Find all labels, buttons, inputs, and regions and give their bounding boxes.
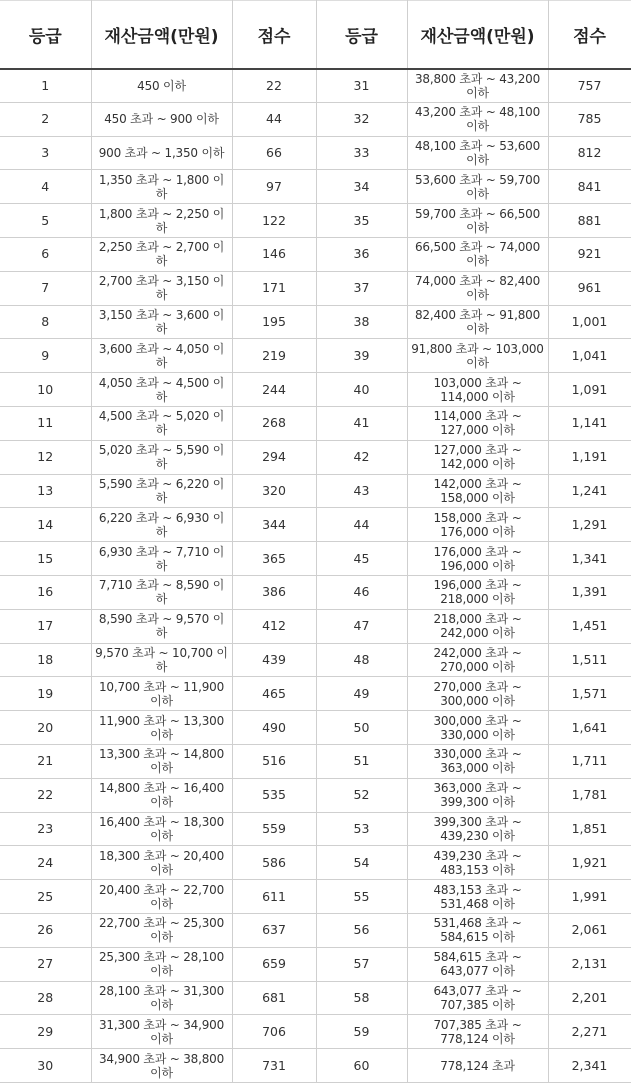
amount-cell: 74,000 초과 ~ 82,400 이하 [407,271,548,305]
score-cell: 2,271 [548,1015,631,1049]
score-cell: 97 [232,170,316,204]
table-row [0,508,631,542]
table-row [0,677,631,711]
grade-cell: 12 [0,440,91,474]
grade-cell: 58 [316,981,407,1015]
score-cell: 1,641 [548,711,631,745]
amount-cell: 9,570 초과 ~ 10,700 이하 [91,643,232,677]
grade-cell: 1 [0,69,91,103]
grade-cell: 21 [0,744,91,778]
grade-cell: 37 [316,271,407,305]
score-cell: 921 [548,237,631,271]
grade-cell: 5 [0,204,91,238]
amount-cell: 34,900 초과 ~ 38,800 이하 [91,1049,232,1083]
amount-cell: 4,500 초과 ~ 5,020 이하 [91,406,232,440]
score-cell: 195 [232,305,316,339]
amount-cell: 363,000 초과 ~ 399,300 이하 [407,778,548,812]
table-row [0,880,631,914]
amount-cell: 127,000 초과 ~ 142,000 이하 [407,440,548,474]
amount-cell: 5,590 초과 ~ 6,220 이하 [91,474,232,508]
score-cell: 881 [548,204,631,238]
score-cell: 1,451 [548,609,631,643]
table-row [0,136,631,170]
score-cell: 1,041 [548,339,631,373]
amount-cell: 48,100 초과 ~ 53,600 이하 [407,136,548,170]
score-cell: 841 [548,170,631,204]
amount-cell: 4,050 초과 ~ 4,500 이하 [91,373,232,407]
score-cell: 1,141 [548,406,631,440]
score-cell: 586 [232,846,316,880]
score-cell: 961 [548,271,631,305]
header-grade-left: 등급 [0,1,91,69]
score-cell: 535 [232,778,316,812]
table-row [0,812,631,846]
grade-cell: 48 [316,643,407,677]
amount-cell: 643,077 초과 ~ 707,385 이하 [407,981,548,1015]
grade-cell: 57 [316,947,407,981]
score-cell: 1,711 [548,744,631,778]
grade-cell: 16 [0,575,91,609]
grade-cell: 45 [316,542,407,576]
amount-cell: 270,000 초과 ~ 300,000 이하 [407,677,548,711]
amount-cell: 18,300 초과 ~ 20,400 이하 [91,846,232,880]
score-cell: 2,341 [548,1049,631,1083]
score-cell: 1,921 [548,846,631,880]
score-cell: 659 [232,947,316,981]
grade-cell: 30 [0,1049,91,1083]
table-row [0,981,631,1015]
score-cell: 1,241 [548,474,631,508]
amount-cell: 91,800 초과 ~ 103,000 이하 [407,339,548,373]
amount-cell: 53,600 초과 ~ 59,700 이하 [407,170,548,204]
grade-cell: 2 [0,102,91,136]
grade-cell: 10 [0,373,91,407]
grade-cell: 43 [316,474,407,508]
score-cell: 731 [232,1049,316,1083]
amount-cell: 38,800 초과 ~ 43,200 이하 [407,69,548,103]
score-cell: 559 [232,812,316,846]
grade-cell: 36 [316,237,407,271]
amount-cell: 900 초과 ~ 1,350 이하 [91,136,232,170]
grade-cell: 44 [316,508,407,542]
amount-cell: 11,900 초과 ~ 13,300 이하 [91,711,232,745]
grade-cell: 51 [316,744,407,778]
table-row [0,643,631,677]
score-cell: 490 [232,711,316,745]
amount-cell: 330,000 초과 ~ 363,000 이하 [407,744,548,778]
amount-cell: 707,385 초과 ~ 778,124 이하 [407,1015,548,1049]
grade-cell: 15 [0,542,91,576]
table-row [0,373,631,407]
grade-cell: 53 [316,812,407,846]
table-row [0,846,631,880]
grade-cell: 3 [0,136,91,170]
score-cell: 812 [548,136,631,170]
amount-cell: 531,468 초과 ~ 584,615 이하 [407,913,548,947]
amount-cell: 399,300 초과 ~ 439,230 이하 [407,812,548,846]
grade-cell: 42 [316,440,407,474]
grade-cell: 60 [316,1049,407,1083]
grade-cell: 59 [316,1015,407,1049]
grade-cell: 17 [0,609,91,643]
score-cell: 1,991 [548,880,631,914]
grade-cell: 8 [0,305,91,339]
grade-cell: 33 [316,136,407,170]
score-cell: 22 [232,69,316,103]
score-cell: 1,781 [548,778,631,812]
score-cell: 465 [232,677,316,711]
grade-cell: 7 [0,271,91,305]
grade-cell: 39 [316,339,407,373]
table-row [0,406,631,440]
score-cell: 757 [548,69,631,103]
amount-cell: 28,100 초과 ~ 31,300 이하 [91,981,232,1015]
grade-cell: 31 [316,69,407,103]
score-cell: 66 [232,136,316,170]
score-cell: 386 [232,575,316,609]
table-row [0,305,631,339]
score-cell: 637 [232,913,316,947]
grade-cell: 22 [0,778,91,812]
amount-cell: 584,615 초과 ~ 643,077 이하 [407,947,548,981]
grade-cell: 6 [0,237,91,271]
score-cell: 122 [232,204,316,238]
grade-cell: 38 [316,305,407,339]
header-amount-left: 재산금액(만원) [91,1,232,69]
grade-cell: 41 [316,406,407,440]
table-row [0,711,631,745]
amount-cell: 1,800 초과 ~ 2,250 이하 [91,204,232,238]
grade-cell: 32 [316,102,407,136]
grade-cell: 14 [0,508,91,542]
amount-cell: 439,230 초과 ~ 483,153 이하 [407,846,548,880]
score-cell: 1,191 [548,440,631,474]
table-row [0,102,631,136]
score-cell: 171 [232,271,316,305]
table-row [0,947,631,981]
amount-cell: 2,700 초과 ~ 3,150 이하 [91,271,232,305]
score-cell: 146 [232,237,316,271]
table-row [0,271,631,305]
score-cell: 320 [232,474,316,508]
grade-cell: 27 [0,947,91,981]
table-row [0,575,631,609]
score-cell: 1,001 [548,305,631,339]
table-body [0,69,631,1083]
grade-cell: 26 [0,913,91,947]
amount-cell: 43,200 초과 ~ 48,100 이하 [407,102,548,136]
header-row [0,1,631,69]
score-cell: 2,061 [548,913,631,947]
grade-cell: 28 [0,981,91,1015]
amount-cell: 450 초과 ~ 900 이하 [91,102,232,136]
table-row [0,1015,631,1049]
score-cell: 2,201 [548,981,631,1015]
score-cell: 412 [232,609,316,643]
grade-cell: 23 [0,812,91,846]
grade-cell: 46 [316,575,407,609]
amount-cell: 114,000 초과 ~ 127,000 이하 [407,406,548,440]
table-row [0,237,631,271]
grade-cell: 54 [316,846,407,880]
grade-cell: 56 [316,913,407,947]
score-cell: 244 [232,373,316,407]
header-amount-right: 재산금액(만원) [407,1,548,69]
table-row [0,204,631,238]
table-header [0,1,631,69]
score-cell: 344 [232,508,316,542]
grade-cell: 13 [0,474,91,508]
amount-cell: 778,124 초과 [407,1049,548,1083]
score-cell: 44 [232,102,316,136]
amount-cell: 16,400 초과 ~ 18,300 이하 [91,812,232,846]
amount-cell: 59,700 초과 ~ 66,500 이하 [407,204,548,238]
table-row [0,913,631,947]
table-row [0,339,631,373]
score-cell: 611 [232,880,316,914]
grade-cell: 55 [316,880,407,914]
score-cell: 1,391 [548,575,631,609]
grade-cell: 49 [316,677,407,711]
score-cell: 1,341 [548,542,631,576]
score-cell: 1,571 [548,677,631,711]
score-cell: 219 [232,339,316,373]
header-score-right: 점수 [548,1,631,69]
score-cell: 706 [232,1015,316,1049]
grade-cell: 4 [0,170,91,204]
table-row [0,474,631,508]
grade-cell: 18 [0,643,91,677]
amount-cell: 2,250 초과 ~ 2,700 이하 [91,237,232,271]
grade-cell: 40 [316,373,407,407]
amount-cell: 176,000 초과 ~ 196,000 이하 [407,542,548,576]
amount-cell: 6,930 초과 ~ 7,710 이하 [91,542,232,576]
amount-cell: 22,700 초과 ~ 25,300 이하 [91,913,232,947]
amount-cell: 142,000 초과 ~ 158,000 이하 [407,474,548,508]
amount-cell: 20,400 초과 ~ 22,700 이하 [91,880,232,914]
amount-cell: 242,000 초과 ~ 270,000 이하 [407,643,548,677]
amount-cell: 483,153 초과 ~ 531,468 이하 [407,880,548,914]
amount-cell: 13,300 초과 ~ 14,800 이하 [91,744,232,778]
table-row [0,170,631,204]
grade-cell: 34 [316,170,407,204]
amount-cell: 66,500 초과 ~ 74,000 이하 [407,237,548,271]
table-row [0,69,631,103]
score-cell: 681 [232,981,316,1015]
amount-cell: 14,800 초과 ~ 16,400 이하 [91,778,232,812]
amount-cell: 8,590 초과 ~ 9,570 이하 [91,609,232,643]
header-grade-right: 등급 [316,1,407,69]
amount-cell: 25,300 초과 ~ 28,100 이하 [91,947,232,981]
amount-cell: 300,000 초과 ~ 330,000 이하 [407,711,548,745]
amount-cell: 103,000 초과 ~ 114,000 이하 [407,373,548,407]
table-row [0,609,631,643]
score-cell: 1,851 [548,812,631,846]
grade-cell: 50 [316,711,407,745]
grade-cell: 35 [316,204,407,238]
amount-cell: 1,350 초과 ~ 1,800 이하 [91,170,232,204]
grade-cell: 9 [0,339,91,373]
table-row [0,778,631,812]
header-score-left: 점수 [232,1,316,69]
amount-cell: 3,600 초과 ~ 4,050 이하 [91,339,232,373]
grade-cell: 24 [0,846,91,880]
score-cell: 365 [232,542,316,576]
score-cell: 516 [232,744,316,778]
amount-cell: 6,220 초과 ~ 6,930 이하 [91,508,232,542]
grade-cell: 11 [0,406,91,440]
score-cell: 1,291 [548,508,631,542]
amount-cell: 5,020 초과 ~ 5,590 이하 [91,440,232,474]
score-cell: 268 [232,406,316,440]
grade-cell: 47 [316,609,407,643]
grade-cell: 52 [316,778,407,812]
score-cell: 1,511 [548,643,631,677]
amount-cell: 158,000 초과 ~ 176,000 이하 [407,508,548,542]
amount-cell: 31,300 초과 ~ 34,900 이하 [91,1015,232,1049]
table-row [0,440,631,474]
score-cell: 2,131 [548,947,631,981]
grade-cell: 25 [0,880,91,914]
score-cell: 439 [232,643,316,677]
grade-cell: 29 [0,1015,91,1049]
score-cell: 294 [232,440,316,474]
amount-cell: 450 이하 [91,69,232,103]
amount-cell: 10,700 초과 ~ 11,900 이하 [91,677,232,711]
amount-cell: 3,150 초과 ~ 3,600 이하 [91,305,232,339]
amount-cell: 196,000 초과 ~ 218,000 이하 [407,575,548,609]
grade-cell: 19 [0,677,91,711]
grade-cell: 20 [0,711,91,745]
table-row [0,542,631,576]
score-cell: 1,091 [548,373,631,407]
score-cell: 785 [548,102,631,136]
table-row [0,744,631,778]
amount-cell: 82,400 초과 ~ 91,800 이하 [407,305,548,339]
amount-cell: 218,000 초과 ~ 242,000 이하 [407,609,548,643]
amount-cell: 7,710 초과 ~ 8,590 이하 [91,575,232,609]
